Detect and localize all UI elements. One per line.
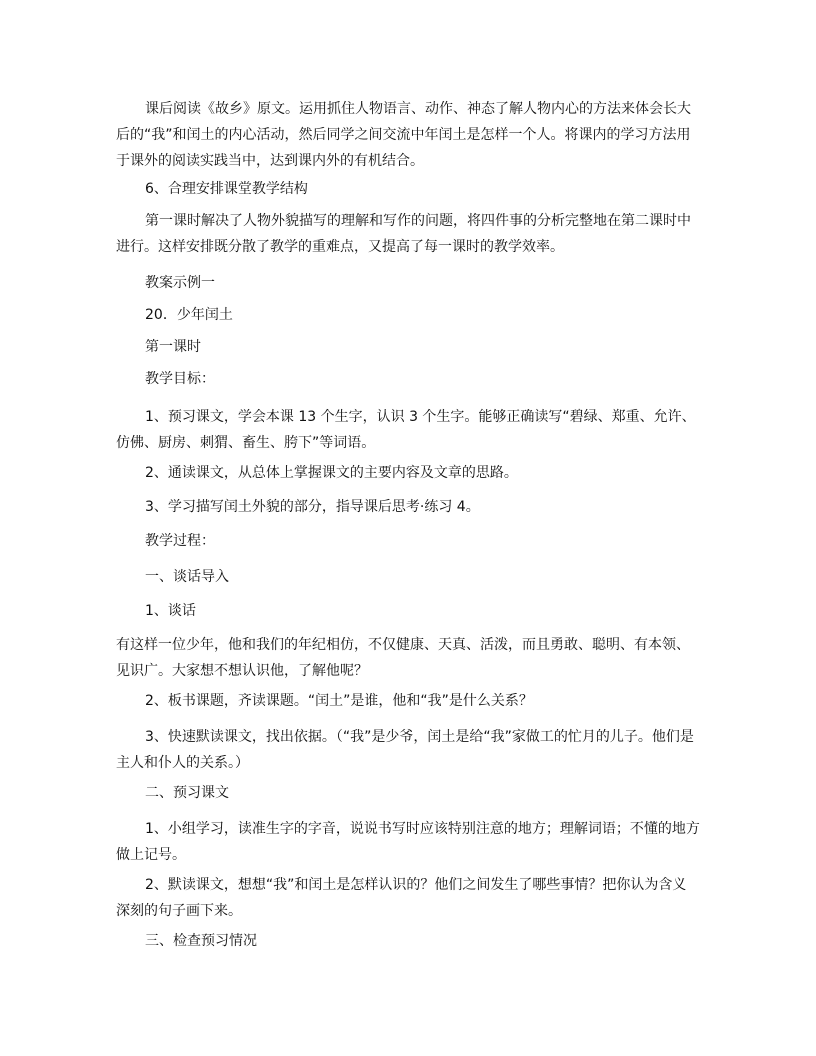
paragraph-goal-1: 1、预习课文，学会本课 13 个生字，认识 3 个生字。能够正确读写“碧绿、郑重、允许、仿佛、厨房、刺猬、畜生、胯下”等词语。	[116, 409, 696, 451]
paragraph-lesson-title: 20．少年闰土	[145, 307, 233, 323]
paragraph-goal-2: 2、通读课文，从总体上掌握课文的主要内容及文章的思路。	[145, 465, 518, 481]
paragraph-section-3: 三、检查预习情况	[145, 933, 257, 949]
paragraph-process-heading: 教学过程：	[145, 533, 215, 549]
paragraph-group-study: 1、小组学习，读准生字的字音，说说书写时应该特别注意的地方；理解词语；不懂的地方做上记号。	[116, 821, 700, 863]
paragraph-section-2: 二、预习课文	[145, 785, 229, 801]
paragraph-first-period: 第一课时	[145, 339, 201, 355]
paragraph-talk-content: 有这样一位少年，他和我们的年纪相仿，不仅健康、天真、活泼，而且勇敢、聪明、有本领、见识广。大家想不想认识他，了解他呢？	[116, 637, 690, 679]
paragraph-teaching-goals-heading: 教学目标：	[145, 371, 215, 387]
paragraph-lesson-arrangement: 第一课时解决了人物外貌描写的理解和写作的问题，将四件事的分析完整地在第二课时中进行。这样安排既分散了教学的重难点，又提高了每一课时的教学效率。	[116, 213, 691, 255]
paragraph-board-title: 2、板书课题，齐读课题。“闰土”是谁，他和“我”是什么关系？	[145, 693, 533, 709]
paragraph-heading-6: 6、合理安排课堂教学结构	[145, 181, 308, 197]
paragraph-lesson-example-title: 教案示例一	[145, 275, 215, 291]
paragraph-quick-reading: 3、快速默读课文，找出依据。（“我”是少爷，闰土是给“我”家做工的忙月的儿子。他们是主人和仆人的关系。）	[116, 729, 694, 771]
paragraph-talk: 1、谈话	[145, 603, 196, 619]
paragraph-goal-3: 3、学习描写闰土外貌的部分，指导课后思考·练习 4。	[145, 499, 480, 515]
paragraph-silent-reading: 2、默读课文，想想“我”和闰土是怎样认识的？他们之间发生了哪些事情？把你认为含义深刻的句子画下来。	[116, 877, 687, 919]
paragraph-section-1: 一、谈话导入	[145, 569, 229, 585]
paragraph-reading-extension: 课后阅读《故乡》原文。运用抓住人物语言、动作、神态了解人物内心的方法来体会长大后的“我”和闰土的内心活动，然后同学之间交流中年闰土是怎样一个人。将课内的学习方法用于课外的阅读实践当中，达到课内外的有机结合。	[116, 101, 691, 169]
